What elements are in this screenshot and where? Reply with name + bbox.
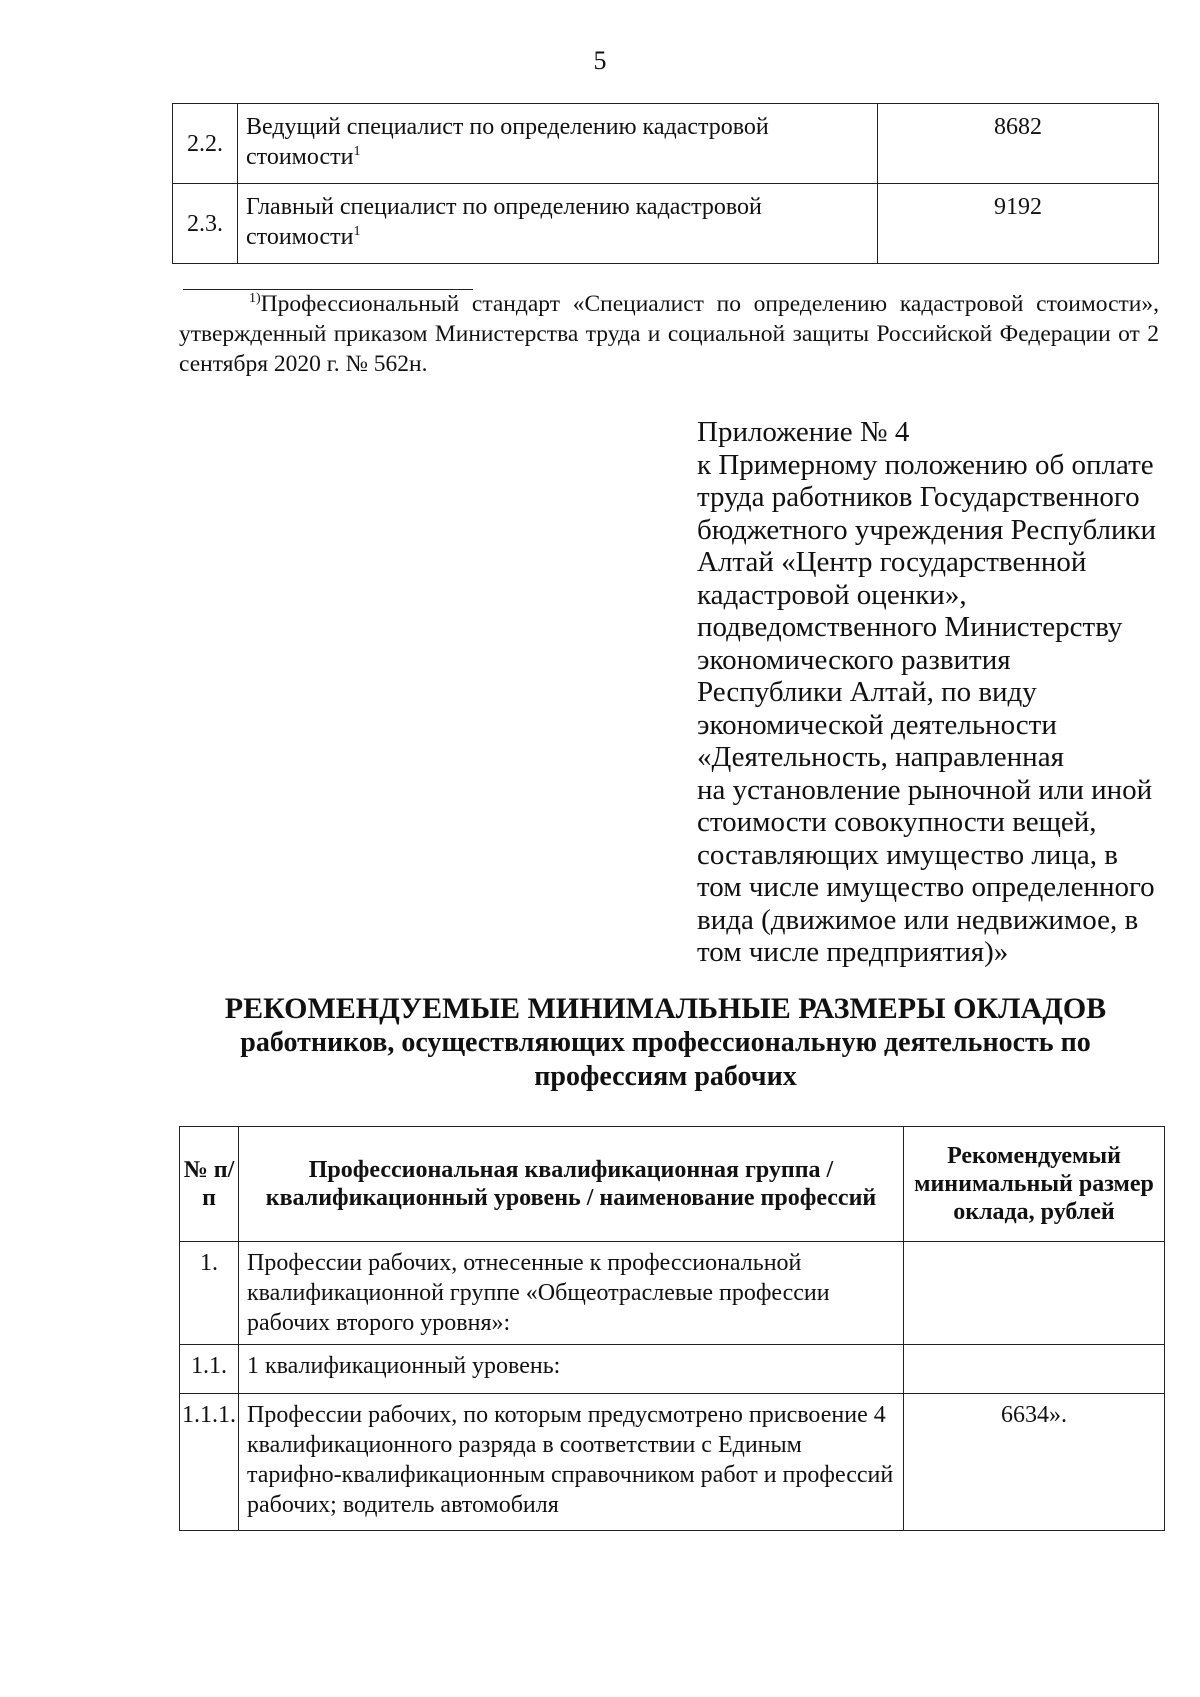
row-value: 6634». <box>904 1394 1165 1531</box>
appendix-line: на установление рыночной или иной <box>697 773 1153 806</box>
row-number: 1.1.1. <box>180 1394 239 1531</box>
appendix-line: кадастровой оценки», <box>697 578 967 611</box>
appendix-line: «Деятельность, направленная <box>697 741 1064 773</box>
appendix-line: Приложение № 4 <box>697 416 910 448</box>
appendix-block <box>697 416 1167 969</box>
appendix-line: бюджетного учреждения Республики <box>697 513 1157 546</box>
appendix-line: том числе предприятия)» <box>697 936 1009 968</box>
row-text: 1 квалификационный уровень: <box>239 1345 904 1394</box>
table-row <box>180 1345 1165 1394</box>
footnote <box>179 289 1159 379</box>
appendix-line: экономической деятельности <box>697 708 1057 741</box>
appendix-line: вида (движимое или недвижимое, в <box>697 903 1139 936</box>
appendix-line: подведомственного Министерству <box>697 611 1123 643</box>
table-row <box>173 184 1159 264</box>
appendix-line: Республики Алтай, по виду <box>697 676 1037 708</box>
footnote-mark: 1) <box>249 291 261 307</box>
row-value <box>904 1345 1165 1394</box>
footnote-text: Профессиональный стандарт «Специалист по определению кадастровой стоимости», утвержденный приказом Министерства труда и социальной защиты Российской Федерации от 2 сентября 2020 г. № 562н. <box>179 291 1159 377</box>
row-title: Главный специалист по определению кадастровой стоимости$^1$ <box>238 184 878 264</box>
row-value: 8682 <box>878 104 1159 184</box>
row-number: 1.1. <box>180 1345 239 1394</box>
appendix-line: труда работников Государственного <box>697 481 1140 513</box>
footnote-mark: 1 <box>353 224 361 239</box>
row-title: Ведущий специалист по определению кадастровой стоимости$^1$ <box>238 104 878 184</box>
page-number: 5 <box>593 46 607 75</box>
row-value <box>904 1242 1165 1345</box>
row-text: Профессии рабочих, по которым предусмотрено присвоение 4 квалификационного разряда в соответствии с Единым тарифно-квалификационным справочником работ и профессий рабочих; водитель автомобиля <box>239 1394 904 1531</box>
document-heading <box>172 992 1159 1094</box>
row-value: 9192 <box>878 184 1159 264</box>
row-number: 2.2. <box>173 104 238 184</box>
top-table <box>172 103 1159 264</box>
salary-table <box>179 1126 1165 1531</box>
header-num: № п/п <box>180 1127 239 1242</box>
row-number: 1. <box>180 1242 239 1345</box>
footnote-mark: 1 <box>353 144 361 159</box>
header-group: Профессиональная квалификационная группа / квалификационный уровень / наименование профессий <box>239 1127 904 1242</box>
table-row <box>180 1242 1165 1345</box>
header-salary: Рекомендуемый минимальный размер оклада, рублей <box>904 1127 1165 1242</box>
table-row <box>180 1394 1165 1531</box>
heading-main: РЕКОМЕНДУЕМЫЕ МИНИМАЛЬНЫЕ РАЗМЕРЫ ОКЛАДОВ <box>224 992 1107 1025</box>
table-row <box>173 104 1159 184</box>
appendix-line: к Примерному положению об оплате <box>697 448 1154 481</box>
heading-sub: работников, осуществляющих профессиональную деятельность по профессиям рабочих <box>240 1027 1091 1092</box>
appendix-line: составляющих имущество лица, в <box>697 838 1118 871</box>
appendix-line: стоимости совокупности вещей, <box>697 806 1097 838</box>
row-number: 2.3. <box>173 184 238 264</box>
appendix-line: том числе имущество определенного <box>697 871 1155 903</box>
row-text: Профессии рабочих, отнесенные к профессиональной квалификационной группе «Общеотраслевые профессии рабочих второго уровня»: <box>239 1242 904 1345</box>
appendix-line: Алтай «Центр государственной <box>697 546 1087 578</box>
appendix-line: экономического развития <box>697 643 1011 676</box>
table-header-row <box>180 1127 1165 1242</box>
